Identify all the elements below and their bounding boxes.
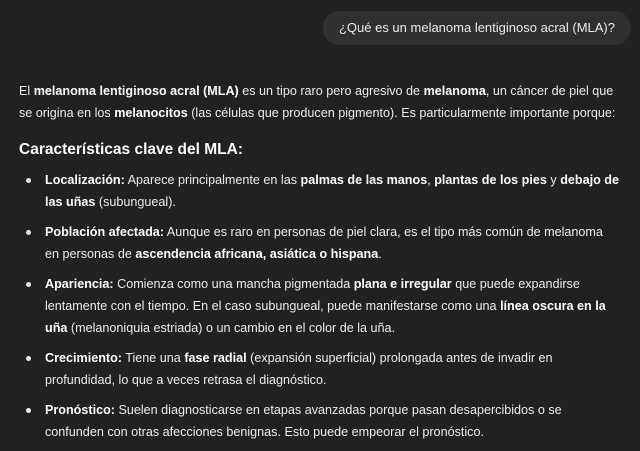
user-message-row xyxy=(323,11,631,45)
characteristics-list xyxy=(19,169,619,443)
user-message-bubble[interactable]: ¿Qué es un melanoma lentiginoso acral (MLA)? xyxy=(323,11,631,45)
item-label: Localización: xyxy=(45,173,125,187)
intro-term-mla: melanoma lentiginoso acral (MLA) xyxy=(33,84,239,98)
bullet-icon xyxy=(26,356,31,361)
list-item-pronostico xyxy=(19,399,619,443)
item-label: Población afectada: xyxy=(45,225,164,239)
item-emphasis: debajo de las uñas xyxy=(45,173,619,209)
assistant-response xyxy=(19,80,619,451)
item-emphasis: plana e irregular xyxy=(353,277,452,291)
item-text: Suelen diagnosticarse en etapas avanzadas porque pasan desapercibidos o se confunden con otras afecciones benignas. Esto puede empeorar el pronóstico. xyxy=(45,403,562,439)
list-item-poblacion xyxy=(19,221,619,265)
item-label: Crecimiento: xyxy=(45,351,122,365)
bullet-icon xyxy=(26,178,31,183)
item-text: Aparece principalmente en las xyxy=(124,173,301,187)
item-text: que puede expandirse lentamente con el tiempo. En el caso subungueal, puede manifestarse como una xyxy=(45,277,580,313)
item-emphasis: palmas de las manos xyxy=(300,173,428,187)
item-text: Aunque es raro en personas de piel clara, es el tipo más común de melanoma en personas de xyxy=(45,225,603,261)
item-emphasis: plantas de los pies xyxy=(434,173,547,187)
bullet-icon xyxy=(26,230,31,235)
item-text: (subungueal). xyxy=(95,195,176,209)
item-text: (melanoniquia estriada) o un cambio en el color de la uña. xyxy=(67,321,396,335)
intro-term-melanocitos: melanocitos xyxy=(114,106,188,120)
item-text: , xyxy=(427,173,435,187)
intro-paragraph xyxy=(19,80,619,124)
item-emphasis: ascendencia africana, asiática o hispana xyxy=(135,247,379,261)
intro-text-3: , un cáncer de piel que se origina en los xyxy=(19,84,614,120)
intro-text-4: (las células que producen pigmento). Es particularmente importante porque: xyxy=(187,106,616,120)
list-item-apariencia xyxy=(19,273,619,339)
item-label: Apariencia: xyxy=(45,277,114,291)
item-label: Pronóstico: xyxy=(45,403,115,417)
section-heading: Características clave del MLA: xyxy=(19,141,243,158)
intro-term-melanoma: melanoma xyxy=(423,84,486,98)
list-item-crecimiento xyxy=(19,347,619,391)
item-emphasis: fase radial xyxy=(184,351,247,365)
item-text: Comienza como una mancha pigmentada xyxy=(113,277,354,291)
bullet-icon xyxy=(26,282,31,287)
bullet-icon xyxy=(26,408,31,413)
intro-text-1: El xyxy=(19,84,34,98)
item-text: Tiene una xyxy=(121,351,185,365)
intro-text-2: es un tipo raro pero agresivo de xyxy=(238,84,424,98)
list-item-localizacion xyxy=(19,169,619,213)
item-text: y xyxy=(546,173,561,187)
item-text: . xyxy=(378,247,382,261)
item-emphasis: línea oscura en la uña xyxy=(45,299,606,335)
item-text: (expansión superficial) prolongada antes de invadir en profundidad, lo que a veces retrasa el diagnóstico. xyxy=(45,351,553,387)
